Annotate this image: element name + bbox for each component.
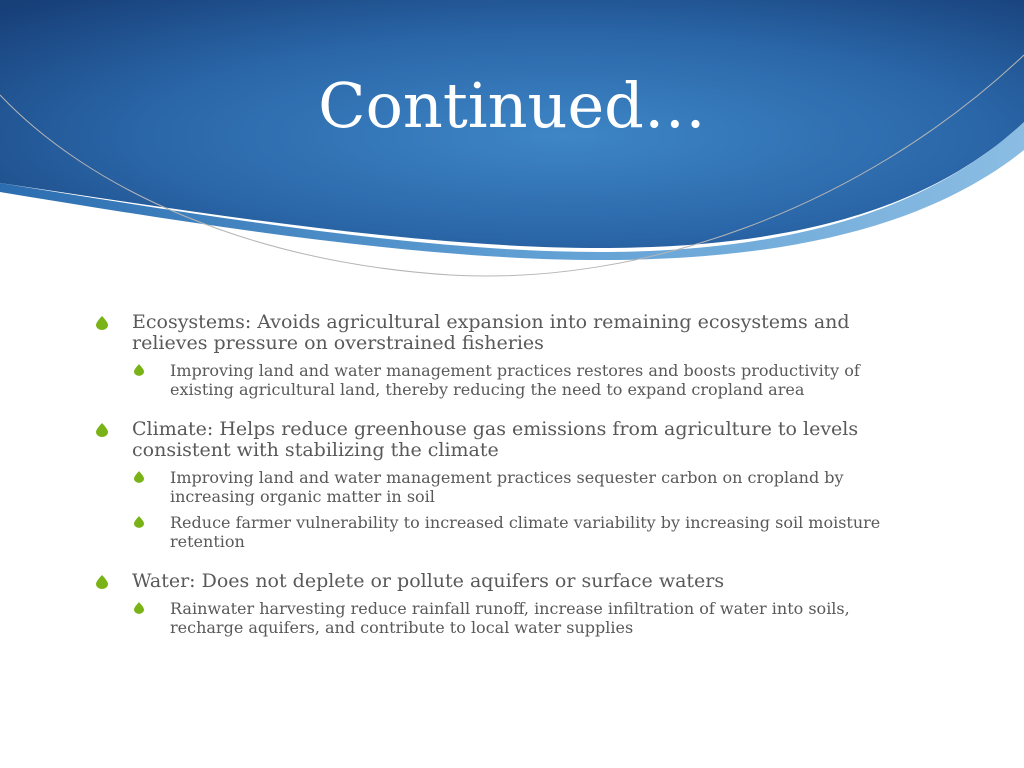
leaf-bullet-icon — [134, 516, 144, 528]
header-wave-background — [0, 0, 1024, 300]
leaf-bullet-icon — [134, 471, 144, 483]
bullet-list — [90, 312, 920, 637]
slide-title: Continued… — [318, 69, 706, 142]
sub-bullet-text: Rainwater harvesting reduce rainfall runoff, increase infiltration of water into soils, recharge aquifers, and contribute to local water supplies — [170, 599, 850, 637]
sub-bullet-water-1 — [90, 599, 920, 637]
sub-bullet-climate-2 — [90, 513, 920, 551]
bullet-text: Water: Does not deplete or pollute aquifers or surface waters — [132, 570, 725, 592]
bullet-water — [90, 571, 920, 592]
sub-bullet-ecosystems-1 — [90, 361, 920, 399]
sub-bullet-climate-1 — [90, 468, 920, 506]
bullet-ecosystems — [90, 312, 920, 354]
sub-bullet-text: Improving land and water management practices sequester carbon on cropland by increasing organic matter in soil — [170, 468, 844, 506]
sub-bullet-text: Reduce farmer vulnerability to increased climate variability by increasing soil moisture retention — [170, 513, 881, 551]
leaf-bullet-icon — [96, 575, 108, 589]
leaf-bullet-icon — [96, 423, 108, 437]
leaf-bullet-icon — [134, 602, 144, 614]
bullet-text: Climate: Helps reduce greenhouse gas emissions from agriculture to levels consistent with stabilizing the climate — [132, 418, 859, 461]
sub-bullet-text: Improving land and water management practices restores and boosts productivity of existing agricultural land, thereby reducing the need to expand cropland area — [170, 361, 860, 399]
bullet-climate — [90, 419, 920, 461]
leaf-bullet-icon — [134, 364, 144, 376]
leaf-bullet-icon — [96, 316, 108, 330]
bullet-text: Ecosystems: Avoids agricultural expansion into remaining ecosystems and relieves pressure on overstrained fisheries — [132, 311, 850, 354]
